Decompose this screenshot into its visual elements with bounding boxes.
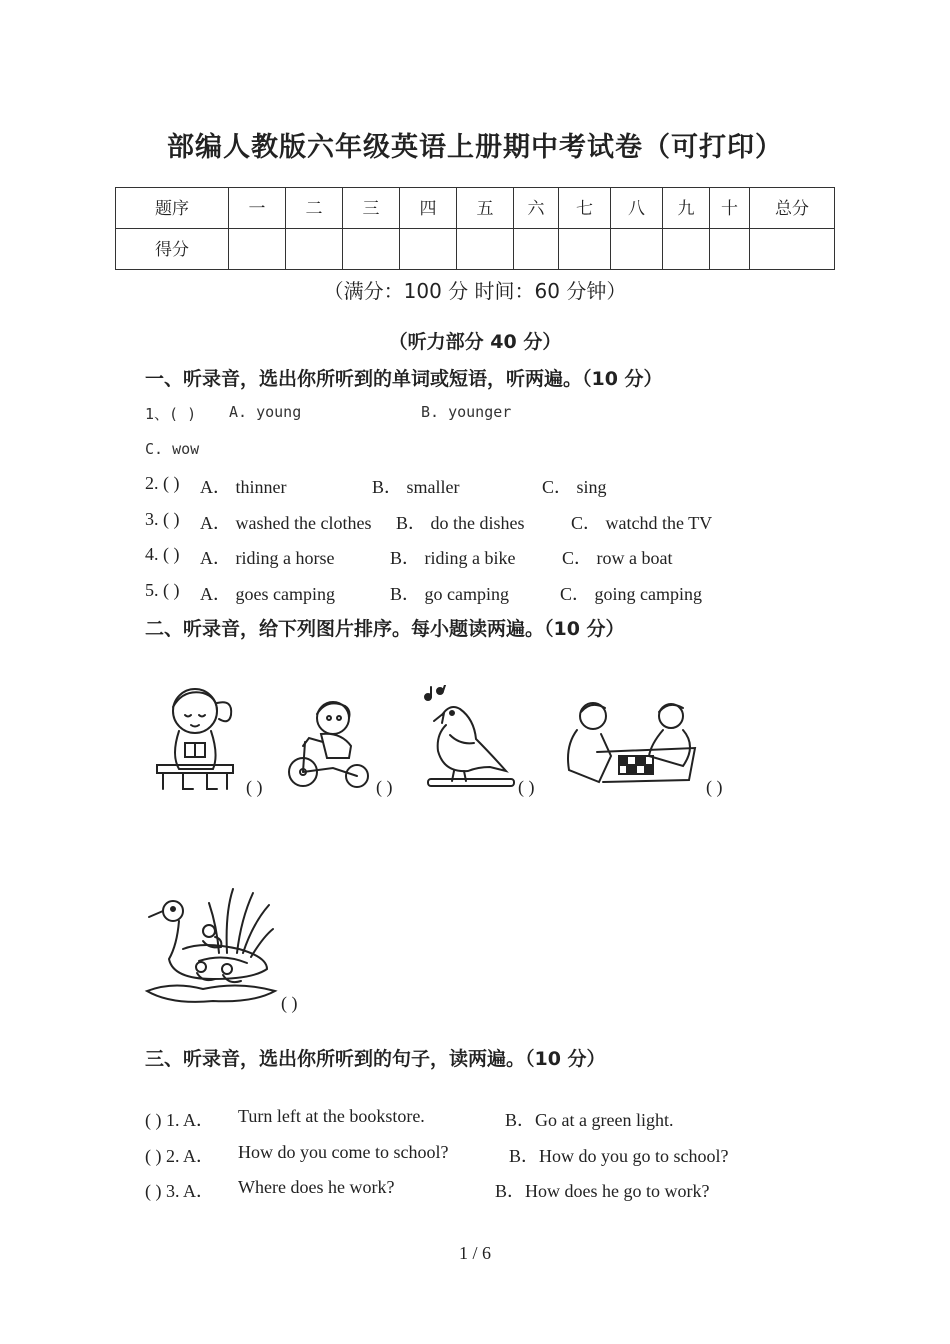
s3-q1-prefix: ( ) 1. A． [145, 1110, 214, 1130]
q4-option-b[interactable]: B． riding a bike [390, 548, 516, 568]
q2-option-c[interactable]: C． sing [542, 477, 607, 497]
q3-option-a[interactable]: A． washed the clothes [200, 513, 372, 533]
q3-option-c[interactable]: C． watchd the TV [571, 513, 713, 533]
s3-q1-option-b[interactable]: B．Go at a green light. [505, 1110, 674, 1130]
table-cell: 六 [514, 188, 559, 229]
singing-bird-icon [420, 685, 518, 793]
kids-playing-chess-icon [563, 700, 703, 786]
duck-family-icon [143, 883, 279, 1009]
picture4-answer-blank[interactable]: ( ) [706, 777, 723, 797]
table-cell: 总分 [750, 188, 835, 229]
table-cell: 一 [229, 188, 286, 229]
q2-option-b[interactable]: B． smaller [372, 477, 460, 497]
table-cell: 十 [710, 188, 750, 229]
table-cell: 三 [343, 188, 400, 229]
picture5-answer-blank[interactable]: ( ) [281, 993, 298, 1013]
score-input-cell[interactable] [559, 229, 611, 270]
score-input-cell[interactable] [611, 229, 663, 270]
score-input-cell[interactable] [514, 229, 559, 270]
s3-q3-option-b[interactable]: B．How does he go to work? [495, 1181, 710, 1201]
score-table [115, 187, 835, 270]
s3-q3-option-a[interactable]: Where does he work? [238, 1177, 395, 1197]
section3-heading: 三、听录音，选出你所听到的句子，读两遍。（10 分） [145, 1048, 606, 1070]
s3-q2-prefix: ( ) 2. A． [145, 1146, 214, 1166]
exam-subtitle: （满分：100 分 时间：60 分钟） [323, 279, 627, 303]
s3-q3-prefix: ( ) 3. A． [145, 1181, 214, 1201]
score-input-cell[interactable] [343, 229, 400, 270]
table-cell: 四 [400, 188, 457, 229]
s3-q1-option-a[interactable]: Turn left at the bookstore. [238, 1106, 425, 1126]
q5-option-c[interactable]: C． going camping [560, 584, 702, 604]
page-number: 1 / 6 [458, 1243, 491, 1263]
q5-option-a[interactable]: A． goes camping [200, 584, 335, 604]
q4-option-c[interactable]: C． row a boat [562, 548, 673, 568]
q5-prefix: 5. ( ) [145, 580, 180, 600]
table-cell: 二 [286, 188, 343, 229]
q2-option-a[interactable]: A． thinner [200, 477, 287, 497]
table-cell: 八 [611, 188, 663, 229]
listening-part-label: （听力部分 40 分） [388, 331, 562, 353]
score-input-cell[interactable] [750, 229, 835, 270]
q1-option-c[interactable]: C. wow [145, 440, 200, 458]
q1-option-a[interactable]: A. young [229, 403, 302, 421]
picture2-answer-blank[interactable]: ( ) [376, 777, 393, 797]
page-title: 部编人教版六年级英语上册期中考试卷（可打印） [167, 132, 783, 163]
table-cell: 得分 [116, 229, 229, 270]
q1-option-b[interactable]: B. younger [421, 403, 512, 421]
q3-option-b[interactable]: B． do the dishes [396, 513, 525, 533]
boy-tricycle-icon [283, 698, 375, 794]
score-input-cell[interactable] [710, 229, 750, 270]
section1-heading: 一、听录音，选出你所听到的单词或短语，听两遍。（10 分） [145, 368, 663, 390]
table-cell: 七 [559, 188, 611, 229]
s3-q2-option-b[interactable]: B．How do you go to school? [509, 1146, 729, 1166]
q1-prefix: 1、( ) [145, 405, 197, 423]
score-input-cell[interactable] [457, 229, 514, 270]
table-cell: 九 [663, 188, 710, 229]
girl-reading-icon [153, 685, 239, 795]
q4-option-a[interactable]: A． riding a horse [200, 548, 335, 568]
score-input-cell[interactable] [286, 229, 343, 270]
score-table-score-row [116, 229, 835, 270]
score-input-cell[interactable] [400, 229, 457, 270]
section2-heading: 二、听录音，给下列图片排序。每小题读两遍。（10 分） [145, 618, 625, 640]
q4-prefix: 4. ( ) [145, 544, 180, 564]
picture3-answer-blank[interactable]: ( ) [518, 777, 535, 797]
picture1-answer-blank[interactable]: ( ) [246, 777, 263, 797]
table-cell: 题序 [116, 188, 229, 229]
s3-q2-option-a[interactable]: How do you come to school? [238, 1142, 449, 1162]
score-table-header-row [116, 188, 835, 229]
score-input-cell[interactable] [663, 229, 710, 270]
q5-option-b[interactable]: B． go camping [390, 584, 509, 604]
table-cell: 五 [457, 188, 514, 229]
q2-prefix: 2. ( ) [145, 473, 180, 493]
score-input-cell[interactable] [229, 229, 286, 270]
q3-prefix: 3. ( ) [145, 509, 180, 529]
